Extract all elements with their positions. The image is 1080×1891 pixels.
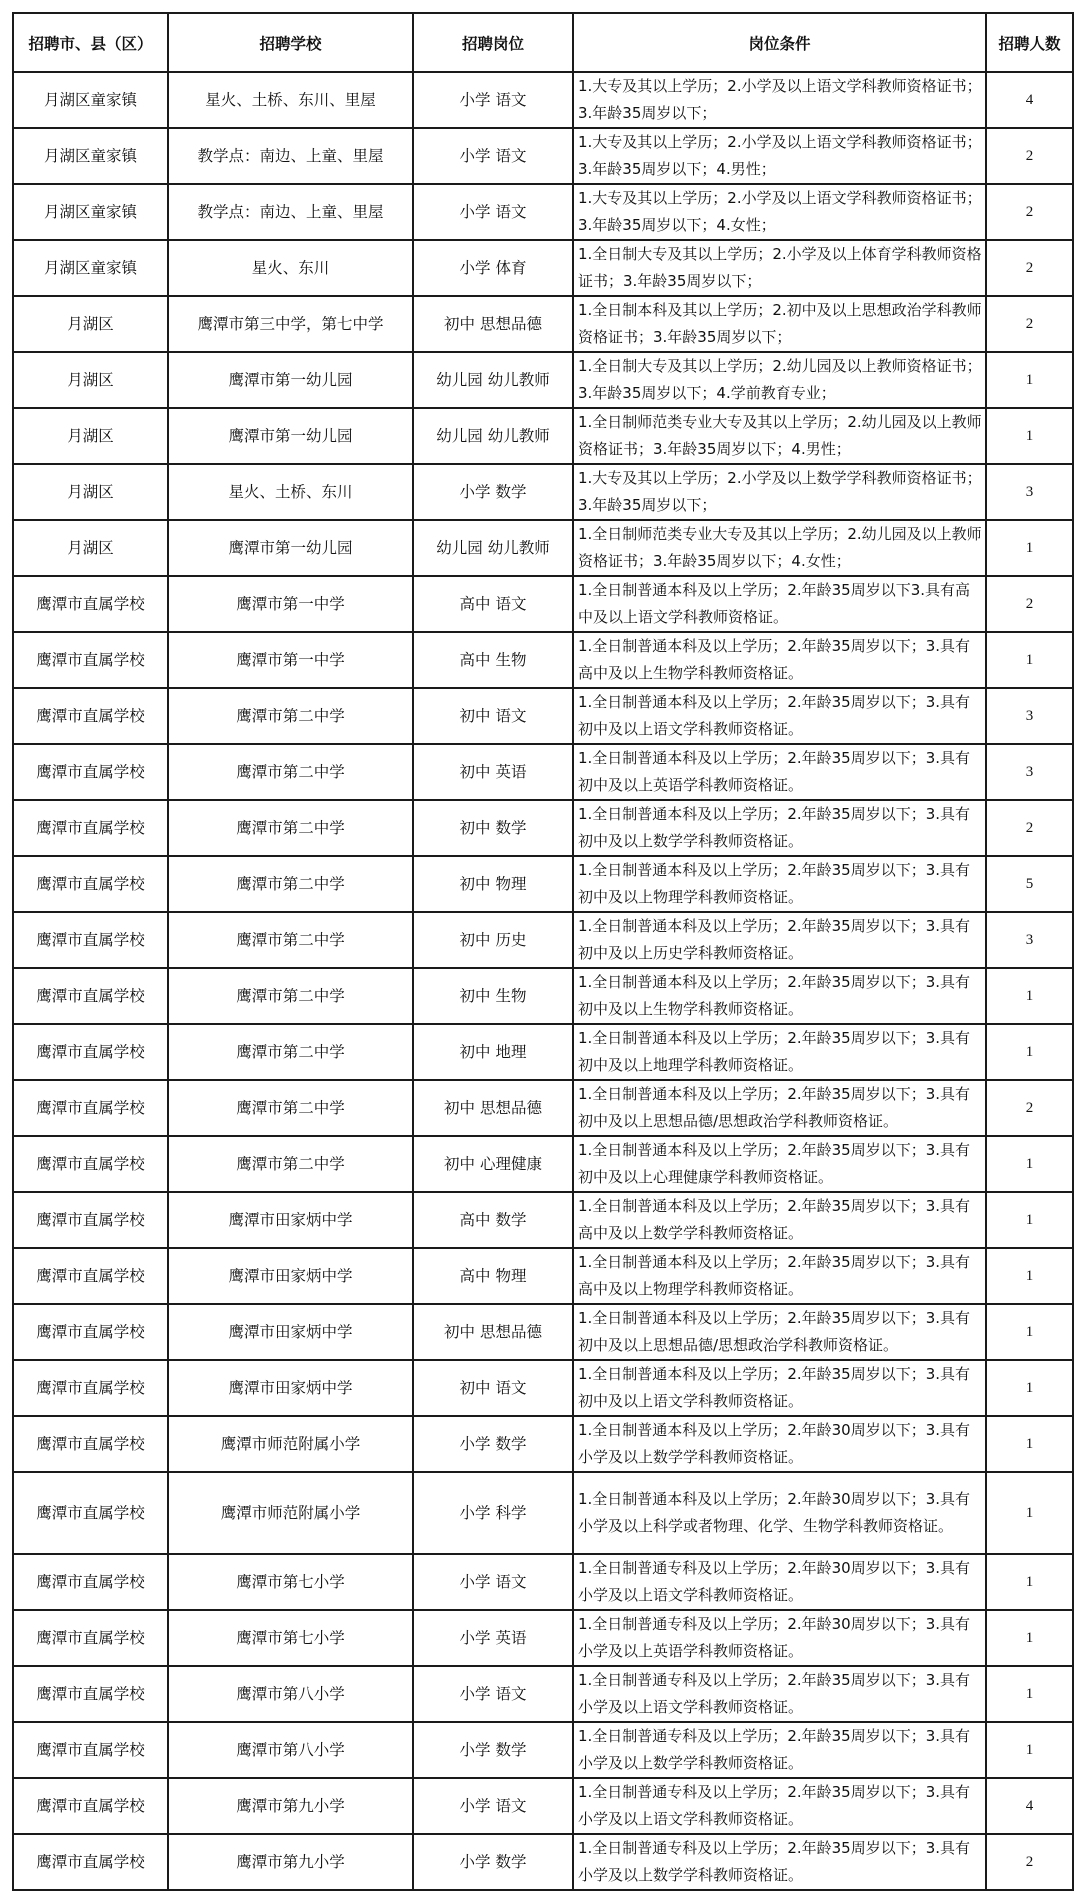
conditions-cell: 1.全日制大专及其以上学历；2.小学及以上体育学科教师资格证书；3.年龄35周岁以下； — [573, 240, 986, 296]
table-row — [13, 576, 1073, 632]
count-cell: 1 — [986, 520, 1073, 576]
post-cell: 初中 思想品德 — [413, 1304, 573, 1360]
conditions-cell: 1.全日制普通本科及以上学历；2.年龄35周岁以下；3.具有初中及以上英语学科教师资格证。 — [573, 744, 986, 800]
school-cell: 鹰潭市第二中学 — [168, 912, 413, 968]
conditions-cell: 1.全日制普通本科及以上学历；2.年龄35周岁以下；3.具有初中及以上物理学科教师资格证。 — [573, 856, 986, 912]
post-cell: 小学 数学 — [413, 464, 573, 520]
school-cell: 鹰潭市第七小学 — [168, 1554, 413, 1610]
area-cell: 鹰潭市直属学校 — [13, 968, 168, 1024]
area-cell: 月湖区童家镇 — [13, 128, 168, 184]
post-cell: 小学 语文 — [413, 72, 573, 128]
post-cell: 小学 语文 — [413, 1666, 573, 1722]
school-cell: 鹰潭市第一中学 — [168, 576, 413, 632]
post-cell: 初中 英语 — [413, 744, 573, 800]
post-cell: 小学 数学 — [413, 1834, 573, 1890]
post-cell: 初中 思想品德 — [413, 296, 573, 352]
post-cell: 初中 地理 — [413, 1024, 573, 1080]
school-cell: 鹰潭市第一幼儿园 — [168, 520, 413, 576]
table-row — [13, 408, 1073, 464]
area-cell: 鹰潭市直属学校 — [13, 800, 168, 856]
conditions-cell: 1.全日制普通本科及以上学历；2.年龄35周岁以下；3.具有初中及以上历史学科教师资格证。 — [573, 912, 986, 968]
table-row — [13, 1136, 1073, 1192]
school-cell: 鹰潭市第一幼儿园 — [168, 408, 413, 464]
conditions-cell: 1.全日制普通本科及以上学历；2.年龄35周岁以下3.具有高中及以上语文学科教师资格证。 — [573, 576, 986, 632]
school-cell: 鹰潭市田家炳中学 — [168, 1360, 413, 1416]
count-cell: 1 — [986, 1304, 1073, 1360]
conditions-cell: 1.全日制普通本科及以上学历；2.年龄35周岁以下；3.具有初中及以上语文学科教师资格证。 — [573, 688, 986, 744]
table-row — [13, 1024, 1073, 1080]
post-cell: 幼儿园 幼儿教师 — [413, 408, 573, 464]
conditions-cell: 1.全日制普通本科及以上学历；2.年龄35周岁以下；3.具有初中及以上思想品德/思想政治学科教师资格证。 — [573, 1080, 986, 1136]
school-cell: 鹰潭市第七小学 — [168, 1610, 413, 1666]
school-cell: 鹰潭市第二中学 — [168, 1024, 413, 1080]
post-cell: 初中 数学 — [413, 800, 573, 856]
post-cell: 高中 数学 — [413, 1192, 573, 1248]
area-cell: 月湖区童家镇 — [13, 72, 168, 128]
conditions-cell: 1.全日制普通专科及以上学历；2.年龄35周岁以下；3.具有小学及以上数学学科教师资格证。 — [573, 1722, 986, 1778]
conditions-cell: 1.全日制师范类专业大专及其以上学历；2.幼儿园及以上教师资格证书；3.年龄35周岁以下；4.男性； — [573, 408, 986, 464]
area-cell: 鹰潭市直属学校 — [13, 1360, 168, 1416]
school-cell: 鹰潭市田家炳中学 — [168, 1304, 413, 1360]
post-cell: 幼儿园 幼儿教师 — [413, 520, 573, 576]
count-cell: 5 — [986, 856, 1073, 912]
post-cell: 高中 生物 — [413, 632, 573, 688]
area-cell: 鹰潭市直属学校 — [13, 1416, 168, 1472]
conditions-cell: 1.全日制普通本科及以上学历；2.年龄30周岁以下；3.具有小学及以上数学学科教师资格证。 — [573, 1416, 986, 1472]
count-cell: 1 — [986, 408, 1073, 464]
post-cell: 小学 语文 — [413, 184, 573, 240]
count-cell: 2 — [986, 800, 1073, 856]
table-row — [13, 1722, 1073, 1778]
school-cell: 鹰潭市第九小学 — [168, 1778, 413, 1834]
count-cell: 3 — [986, 744, 1073, 800]
area-cell: 鹰潭市直属学校 — [13, 1778, 168, 1834]
area-cell: 月湖区童家镇 — [13, 184, 168, 240]
conditions-cell: 1.全日制普通本科及以上学历；2.年龄35周岁以下；3.具有初中及以上数学学科教师资格证。 — [573, 800, 986, 856]
table-row — [13, 1248, 1073, 1304]
post-cell: 初中 物理 — [413, 856, 573, 912]
table-row — [13, 184, 1073, 240]
conditions-cell: 1.全日制普通专科及以上学历；2.年龄30周岁以下；3.具有小学及以上语文学科教师资格证。 — [573, 1554, 986, 1610]
table-row — [13, 688, 1073, 744]
area-cell: 月湖区 — [13, 352, 168, 408]
count-cell: 1 — [986, 1722, 1073, 1778]
count-cell: 1 — [986, 968, 1073, 1024]
area-cell: 鹰潭市直属学校 — [13, 856, 168, 912]
post-cell: 初中 生物 — [413, 968, 573, 1024]
header-post: 招聘岗位 — [413, 13, 573, 72]
count-cell: 3 — [986, 464, 1073, 520]
table-header-row — [13, 13, 1073, 72]
area-cell: 鹰潭市直属学校 — [13, 1722, 168, 1778]
conditions-cell: 1.全日制大专及其以上学历；2.幼儿园及以上教师资格证书；3.年龄35周岁以下；4.学前教育专业； — [573, 352, 986, 408]
area-cell: 鹰潭市直属学校 — [13, 1666, 168, 1722]
school-cell: 鹰潭市田家炳中学 — [168, 1248, 413, 1304]
post-cell: 小学 数学 — [413, 1722, 573, 1778]
conditions-cell: 1.全日制普通本科及以上学历；2.年龄35周岁以下；3.具有初中及以上语文学科教师资格证。 — [573, 1360, 986, 1416]
count-cell: 1 — [986, 1360, 1073, 1416]
post-cell: 幼儿园 幼儿教师 — [413, 352, 573, 408]
conditions-cell: 1.全日制普通本科及以上学历；2.年龄35周岁以下；3.具有高中及以上物理学科教师资格证。 — [573, 1248, 986, 1304]
count-cell: 2 — [986, 240, 1073, 296]
post-cell: 小学 体育 — [413, 240, 573, 296]
conditions-cell: 1.全日制师范类专业大专及其以上学历；2.幼儿园及以上教师资格证书；3.年龄35周岁以下；4.女性； — [573, 520, 986, 576]
conditions-cell: 1.全日制普通本科及以上学历；2.年龄30周岁以下；3.具有小学及以上科学或者物理、化学、生物学科教师资格证。 — [573, 1472, 986, 1554]
count-cell: 2 — [986, 1834, 1073, 1890]
count-cell: 1 — [986, 352, 1073, 408]
school-cell: 鹰潭市第二中学 — [168, 800, 413, 856]
post-cell: 初中 思想品德 — [413, 1080, 573, 1136]
school-cell: 教学点：南边、上童、里屋 — [168, 128, 413, 184]
header-conditions: 岗位条件 — [573, 13, 986, 72]
table-row — [13, 1304, 1073, 1360]
post-cell: 高中 语文 — [413, 576, 573, 632]
school-cell: 鹰潭市第二中学 — [168, 744, 413, 800]
count-cell: 3 — [986, 912, 1073, 968]
table-row — [13, 744, 1073, 800]
school-cell: 鹰潭市第八小学 — [168, 1722, 413, 1778]
area-cell: 鹰潭市直属学校 — [13, 1610, 168, 1666]
post-cell: 小学 语文 — [413, 128, 573, 184]
recruitment-table — [12, 12, 1074, 1891]
count-cell: 4 — [986, 1778, 1073, 1834]
table-row — [13, 464, 1073, 520]
area-cell: 鹰潭市直属学校 — [13, 1304, 168, 1360]
table-row — [13, 1610, 1073, 1666]
post-cell: 初中 历史 — [413, 912, 573, 968]
table-row — [13, 240, 1073, 296]
school-cell: 鹰潭市第一中学 — [168, 632, 413, 688]
school-cell: 鹰潭市第二中学 — [168, 688, 413, 744]
area-cell: 鹰潭市直属学校 — [13, 1248, 168, 1304]
area-cell: 鹰潭市直属学校 — [13, 688, 168, 744]
header-area: 招聘市、县（区） — [13, 13, 168, 72]
post-cell: 小学 数学 — [413, 1416, 573, 1472]
count-cell: 1 — [986, 632, 1073, 688]
count-cell: 4 — [986, 72, 1073, 128]
post-cell: 小学 语文 — [413, 1778, 573, 1834]
conditions-cell: 1.全日制本科及其以上学历；2.初中及以上思想政治学科教师资格证书；3.年龄35周岁以下； — [573, 296, 986, 352]
count-cell: 1 — [986, 1610, 1073, 1666]
table-row — [13, 856, 1073, 912]
post-cell: 初中 语文 — [413, 1360, 573, 1416]
table-row — [13, 1554, 1073, 1610]
post-cell: 高中 物理 — [413, 1248, 573, 1304]
count-cell: 1 — [986, 1554, 1073, 1610]
table-row — [13, 296, 1073, 352]
count-cell: 1 — [986, 1416, 1073, 1472]
area-cell: 月湖区 — [13, 520, 168, 576]
post-cell: 小学 语文 — [413, 1554, 573, 1610]
school-cell: 鹰潭市第八小学 — [168, 1666, 413, 1722]
count-cell: 1 — [986, 1666, 1073, 1722]
conditions-cell: 1.全日制普通专科及以上学历；2.年龄30周岁以下；3.具有小学及以上英语学科教师资格证。 — [573, 1610, 986, 1666]
header-school: 招聘学校 — [168, 13, 413, 72]
table-row — [13, 128, 1073, 184]
table-row — [13, 912, 1073, 968]
school-cell: 鹰潭市第二中学 — [168, 1136, 413, 1192]
school-cell: 鹰潭市第九小学 — [168, 1834, 413, 1890]
count-cell: 2 — [986, 576, 1073, 632]
area-cell: 鹰潭市直属学校 — [13, 912, 168, 968]
table-row — [13, 352, 1073, 408]
count-cell: 1 — [986, 1024, 1073, 1080]
table-row — [13, 72, 1073, 128]
school-cell: 鹰潭市第三中学，第七中学 — [168, 296, 413, 352]
school-cell: 鹰潭市第二中学 — [168, 1080, 413, 1136]
area-cell: 鹰潭市直属学校 — [13, 1080, 168, 1136]
post-cell: 小学 科学 — [413, 1472, 573, 1554]
table-row — [13, 1834, 1073, 1890]
school-cell: 鹰潭市第二中学 — [168, 968, 413, 1024]
count-cell: 1 — [986, 1248, 1073, 1304]
school-cell: 鹰潭市第二中学 — [168, 856, 413, 912]
conditions-cell: 1.全日制普通专科及以上学历；2.年龄35周岁以下；3.具有小学及以上数学学科教师资格证。 — [573, 1834, 986, 1890]
table-row — [13, 1360, 1073, 1416]
area-cell: 鹰潭市直属学校 — [13, 1472, 168, 1554]
conditions-cell: 1.大专及其以上学历；2.小学及以上数学学科教师资格证书；3.年龄35周岁以下； — [573, 464, 986, 520]
conditions-cell: 1.全日制普通本科及以上学历；2.年龄35周岁以下；3.具有初中及以上思想品德/思想政治学科教师资格证。 — [573, 1304, 986, 1360]
area-cell: 鹰潭市直属学校 — [13, 1834, 168, 1890]
post-cell: 小学 英语 — [413, 1610, 573, 1666]
count-cell: 2 — [986, 128, 1073, 184]
area-cell: 月湖区童家镇 — [13, 240, 168, 296]
school-cell: 星火、东川 — [168, 240, 413, 296]
conditions-cell: 1.全日制普通本科及以上学历；2.年龄35周岁以下；3.具有初中及以上生物学科教师资格证。 — [573, 968, 986, 1024]
conditions-cell: 1.全日制普通本科及以上学历；2.年龄35周岁以下；3.具有初中及以上地理学科教师资格证。 — [573, 1024, 986, 1080]
post-cell: 初中 语文 — [413, 688, 573, 744]
area-cell: 鹰潭市直属学校 — [13, 1136, 168, 1192]
school-cell: 鹰潭市田家炳中学 — [168, 1192, 413, 1248]
conditions-cell: 1.全日制普通专科及以上学历；2.年龄35周岁以下；3.具有小学及以上语文学科教师资格证。 — [573, 1666, 986, 1722]
conditions-cell: 1.全日制普通本科及以上学历；2.年龄35周岁以下；3.具有高中及以上数学学科教师资格证。 — [573, 1192, 986, 1248]
count-cell: 2 — [986, 1080, 1073, 1136]
school-cell: 星火、土桥、东川、里屋 — [168, 72, 413, 128]
conditions-cell: 1.大专及其以上学历；2.小学及以上语文学科教师资格证书；3.年龄35周岁以下；4.男性； — [573, 128, 986, 184]
table-row — [13, 800, 1073, 856]
count-cell: 1 — [986, 1192, 1073, 1248]
count-cell: 2 — [986, 296, 1073, 352]
count-cell: 1 — [986, 1136, 1073, 1192]
table-row — [13, 1192, 1073, 1248]
area-cell: 月湖区 — [13, 464, 168, 520]
header-count: 招聘人数 — [986, 13, 1073, 72]
post-cell: 初中 心理健康 — [413, 1136, 573, 1192]
area-cell: 鹰潭市直属学校 — [13, 576, 168, 632]
count-cell: 2 — [986, 184, 1073, 240]
table-body — [13, 72, 1073, 1890]
table-row — [13, 968, 1073, 1024]
table-row — [13, 1472, 1073, 1554]
area-cell: 鹰潭市直属学校 — [13, 1554, 168, 1610]
table-row — [13, 632, 1073, 688]
area-cell: 月湖区 — [13, 408, 168, 464]
conditions-cell: 1.大专及其以上学历；2.小学及以上语文学科教师资格证书；3.年龄35周岁以下； — [573, 72, 986, 128]
area-cell: 鹰潭市直属学校 — [13, 632, 168, 688]
count-cell: 1 — [986, 1472, 1073, 1554]
school-cell: 鹰潭市第一幼儿园 — [168, 352, 413, 408]
conditions-cell: 1.大专及其以上学历；2.小学及以上语文学科教师资格证书；3.年龄35周岁以下；4.女性； — [573, 184, 986, 240]
school-cell: 鹰潭市师范附属小学 — [168, 1416, 413, 1472]
table-row — [13, 520, 1073, 576]
table-row — [13, 1080, 1073, 1136]
conditions-cell: 1.全日制普通专科及以上学历；2.年龄35周岁以下；3.具有小学及以上语文学科教师资格证。 — [573, 1778, 986, 1834]
count-cell: 3 — [986, 688, 1073, 744]
table-row — [13, 1666, 1073, 1722]
conditions-cell: 1.全日制普通本科及以上学历；2.年龄35周岁以下；3.具有高中及以上生物学科教师资格证。 — [573, 632, 986, 688]
table-row — [13, 1416, 1073, 1472]
area-cell: 月湖区 — [13, 296, 168, 352]
area-cell: 鹰潭市直属学校 — [13, 1024, 168, 1080]
area-cell: 鹰潭市直属学校 — [13, 1192, 168, 1248]
school-cell: 教学点：南边、上童、里屋 — [168, 184, 413, 240]
table-row — [13, 1778, 1073, 1834]
area-cell: 鹰潭市直属学校 — [13, 744, 168, 800]
school-cell: 鹰潭市师范附属小学 — [168, 1472, 413, 1554]
conditions-cell: 1.全日制普通本科及以上学历；2.年龄35周岁以下；3.具有初中及以上心理健康学科教师资格证。 — [573, 1136, 986, 1192]
school-cell: 星火、土桥、东川 — [168, 464, 413, 520]
